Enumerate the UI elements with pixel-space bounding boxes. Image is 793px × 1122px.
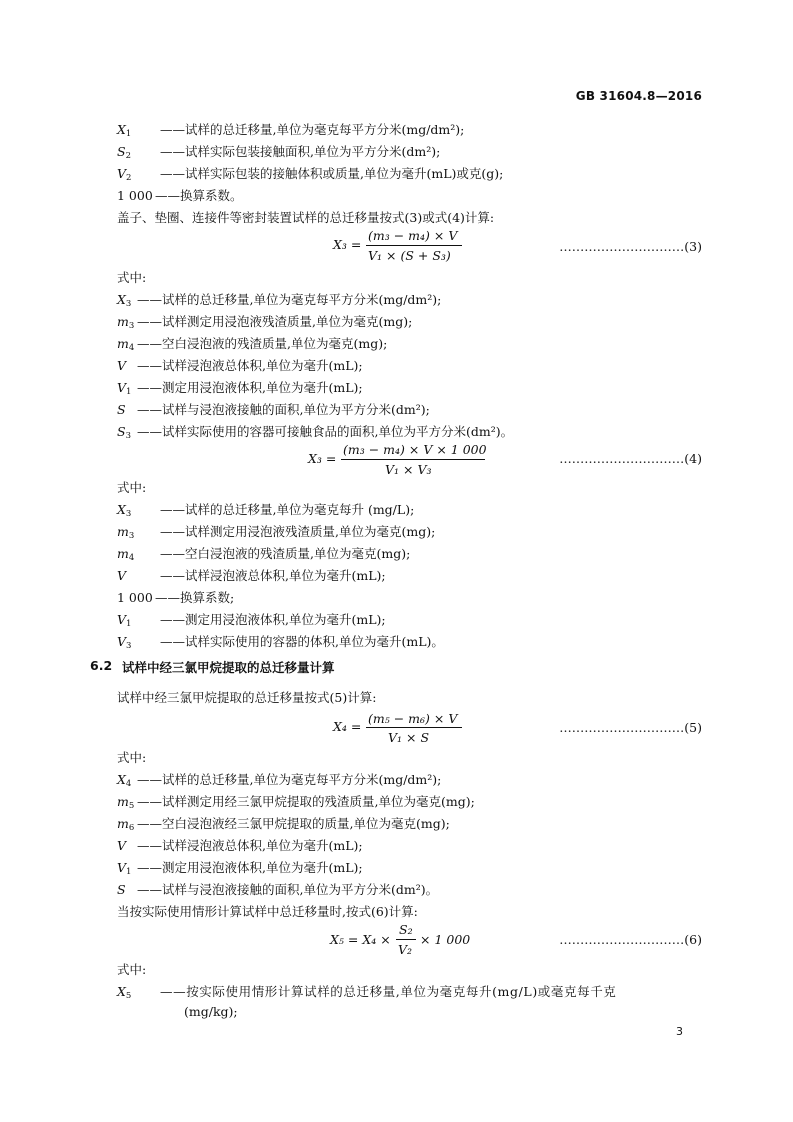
def-text: ——试样的总迁移量,单位为毫克每平方分米(mg/dm²); <box>137 772 442 787</box>
eq5-label: …………………………(5) <box>559 720 702 735</box>
def-symbol: $V_1$ <box>117 612 132 629</box>
def-symbol: $X_4$ <box>117 772 132 789</box>
def-symbol: V <box>117 568 127 583</box>
def-text: ——空白浸泡液经三氯甲烷提取的质量,单位为毫克(mg); <box>137 816 450 831</box>
def-text: ——换算系数; <box>155 590 235 605</box>
def-text: ——试样与浸泡液接触的面积,单位为平方分米(dm²); <box>137 402 430 417</box>
def-symbol: $V_3$ <box>117 634 132 651</box>
def-text: ——试样的总迁移量,单位为毫克每平方分米(mg/dm²); <box>137 292 442 307</box>
def-symbol: $S_2$ <box>117 144 131 161</box>
def-text: ——空白浸泡液的残渣质量,单位为毫克(mg); <box>160 546 411 561</box>
section-title: 试样中经三氯甲烷提取的总迁移量计算 <box>122 660 335 675</box>
def-text-continuation: (mg/kg); <box>184 1004 238 1019</box>
def-symbol: $m_3$ <box>117 524 135 541</box>
eq6-intro: 当按实际使用情形计算试样中总迁移量时,按式(6)计算: <box>117 904 418 919</box>
where-label: 式中: <box>117 480 147 495</box>
def-text: ——空白浸泡液的残渣质量,单位为毫克(mg); <box>137 336 388 351</box>
def-text: ——试样实际包装接触面积,单位为平方分米(dm²); <box>160 144 441 159</box>
def-text: ——试样实际使用的容器的体积,单位为毫升(mL)。 <box>160 634 444 649</box>
eq3-denominator: V₁ × (S + S₃) <box>368 248 451 263</box>
def-symbol: $m_3$ <box>117 314 135 331</box>
eq6-tail: × 1 000 <box>420 932 471 947</box>
eq6-denominator: V₂ <box>398 942 413 957</box>
def-symbol: 1 000 <box>117 590 153 605</box>
def-symbol: $X_3$ <box>117 502 132 519</box>
page-number: 3 <box>676 1025 683 1038</box>
eq4-numerator: (m₃ − m₄) × V × 1 000 <box>343 442 487 457</box>
eq3-label: …………………………(3) <box>559 239 702 254</box>
def-symbol: $V_1$ <box>117 380 132 397</box>
def-text: ——试样测定用浸泡液残渣质量,单位为毫克(mg); <box>160 524 436 539</box>
where-label: 式中: <box>117 270 147 285</box>
eq6-numerator: S₂ <box>399 922 413 937</box>
eq5-intro: 试样中经三氯甲烷提取的总迁移量按式(5)计算: <box>117 690 377 705</box>
eq4-lhs: X₃ = <box>308 451 337 466</box>
def-text: ——试样浸泡液总体积,单位为毫升(mL); <box>160 568 386 583</box>
eq5-numerator: (m₅ − m₆) × V <box>368 711 458 726</box>
eq4-label: …………………………(4) <box>559 451 702 466</box>
eq3-numerator: (m₃ − m₄) × V <box>368 228 458 243</box>
def-text: ——试样浸泡液总体积,单位为毫升(mL); <box>137 358 363 373</box>
eq6-fraction-bar <box>396 939 416 940</box>
def-text: ——试样实际包装的接触体积或质量,单位为毫升(mL)或克(g); <box>160 166 504 181</box>
def-symbol: V <box>117 358 127 373</box>
def-text: ——按实际使用情形计算试样的总迁移量,单位为毫克每升(mg/L)或毫克每千克 <box>160 984 617 999</box>
def-symbol: $V_2$ <box>117 166 132 183</box>
section-number: 6.2 <box>90 658 113 673</box>
def-symbol: $X_5$ <box>117 984 132 1001</box>
eq5-denominator: V₁ × S <box>388 730 430 745</box>
def-text: ——试样浸泡液总体积,单位为毫升(mL); <box>137 838 363 853</box>
def-text: ——试样实际使用的容器可接触食品的面积,单位为平方分米(dm²)。 <box>137 424 514 439</box>
def-symbol: $S_3$ <box>117 424 131 441</box>
def-text: ——试样测定用浸泡液残渣质量,单位为毫克(mg); <box>137 314 413 329</box>
def-symbol: $m_5$ <box>117 794 135 811</box>
def-symbol: $V_1$ <box>117 860 132 877</box>
standard-number-header: GB 31604.8—2016 <box>575 89 702 103</box>
eq4-denominator: V₁ × V₃ <box>385 462 432 477</box>
def-symbol: S <box>117 402 126 417</box>
def-text: ——试样与浸泡液接触的面积,单位为平方分米(dm²)。 <box>137 882 439 897</box>
eq4-fraction-bar <box>341 459 485 460</box>
def-text: ——测定用浸泡液体积,单位为毫升(mL); <box>137 380 363 395</box>
eq3-intro: 盖子、垫圈、连接件等密封装置试样的总迁移量按式(3)或式(4)计算: <box>117 210 495 225</box>
def-symbol: $m_4$ <box>117 336 135 353</box>
def-symbol: V <box>117 838 127 853</box>
eq3-lhs: X₃ = <box>333 237 362 252</box>
def-text: ——测定用浸泡液体积,单位为毫升(mL); <box>137 860 363 875</box>
where-label: 式中: <box>117 750 147 765</box>
eq5-fraction-bar <box>366 727 462 728</box>
def-symbol: $X_3$ <box>117 292 132 309</box>
def-text: ——测定用浸泡液体积,单位为毫升(mL); <box>160 612 386 627</box>
def-symbol: $m_6$ <box>117 816 135 833</box>
def-text: ——试样的总迁移量,单位为毫克每升 (mg/L); <box>160 502 415 517</box>
def-text: ——换算系数。 <box>155 188 243 203</box>
eq6-label: …………………………(6) <box>559 932 702 947</box>
def-symbol: $X_1$ <box>117 122 132 139</box>
eq3-fraction-bar <box>366 245 462 246</box>
eq5-lhs: X₄ = <box>333 719 362 734</box>
where-label: 式中: <box>117 962 147 977</box>
def-symbol: S <box>117 882 126 897</box>
def-text: ——试样测定用经三氯甲烷提取的残渣质量,单位为毫克(mg); <box>137 794 475 809</box>
def-text: ——试样的总迁移量,单位为毫克每平方分米(mg/dm²); <box>160 122 465 137</box>
def-symbol: 1 000 <box>117 188 153 203</box>
def-symbol: $m_4$ <box>117 546 135 563</box>
eq6-lhs: X₅ = X₄ × <box>330 932 391 947</box>
